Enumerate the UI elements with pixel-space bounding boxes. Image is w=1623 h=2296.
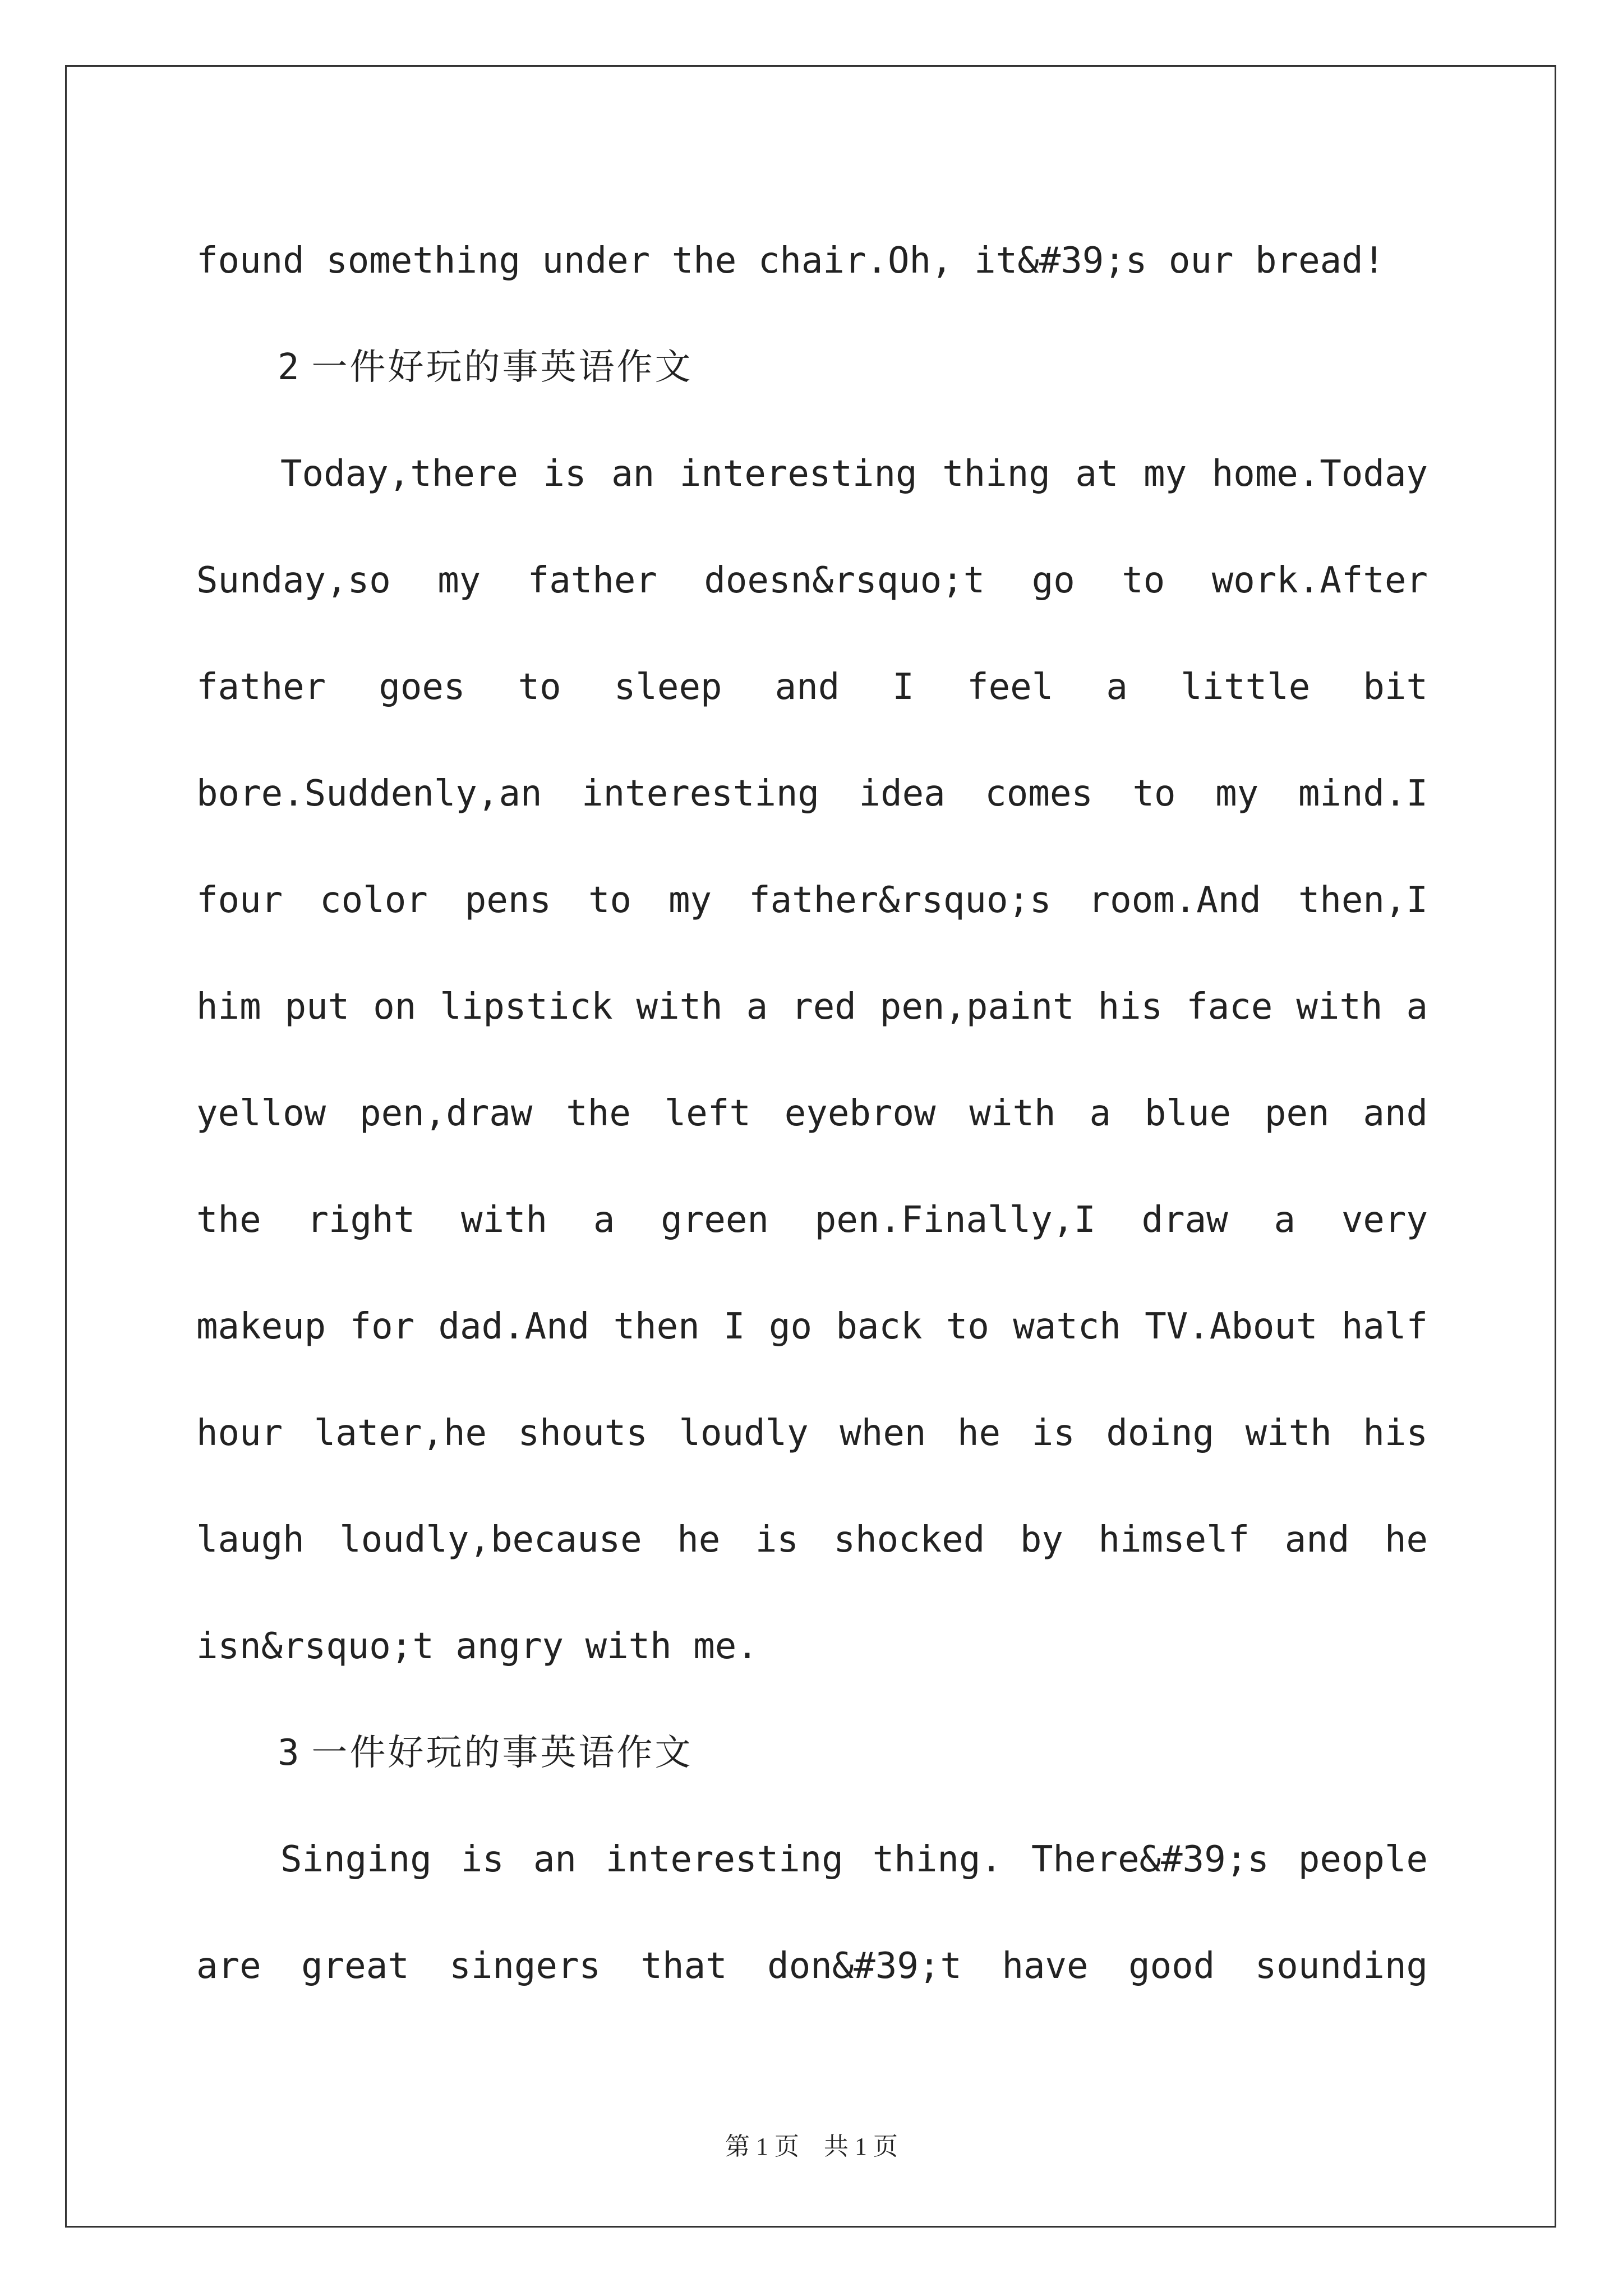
page-footer: 第 1 页 共 1 页 [725, 2133, 898, 2160]
text-line: isn&rsquo;t angry with me. [196, 1626, 758, 1667]
section-heading [196, 1700, 1428, 1806]
text-line: Singing is an interesting thing. There&#39;s people [280, 1839, 1428, 1880]
text-line: laugh loudly,because he is shocked by himself and he [196, 1519, 1428, 1561]
text-line: makeup for dad.And then I go back to watch TV.About half [196, 1306, 1428, 1347]
section-title: 一件好玩的事英语作文 [311, 1732, 693, 1774]
text-line: found something under the chair.Oh, it&#39;s our bread! [196, 240, 1385, 282]
section-title: 一件好玩的事英语作文 [311, 347, 693, 388]
text-line: him put on lipstick with a red pen,paint his face with a [196, 986, 1428, 1028]
text-line: are great singers that don&#39;t have good sounding [196, 1945, 1428, 1987]
section-number: 2 [278, 347, 299, 388]
text-line: yellow pen,draw the left eyebrow with a blue pen and [196, 1093, 1428, 1134]
text-line: Sunday,so my father doesn&rsquo;t go to work.After [196, 560, 1428, 601]
text-line: Today,there is an interesting thing at my home.Today [280, 453, 1428, 495]
section-number: 3 [278, 1732, 299, 1774]
text-line: four color pens to my father&rsquo;s room.And then,I [196, 880, 1428, 921]
text-line: hour later,he shouts loudly when he is doing with his [196, 1412, 1428, 1454]
text-line: bore.Suddenly,an interesting idea comes to my mind.I [196, 773, 1428, 815]
text-line: father goes to sleep and I feel a little bit [196, 666, 1428, 708]
text-line: the right with a green pen.Finally,I draw a very [196, 1199, 1428, 1241]
document-body [196, 208, 1428, 2019]
section-heading [196, 314, 1428, 421]
